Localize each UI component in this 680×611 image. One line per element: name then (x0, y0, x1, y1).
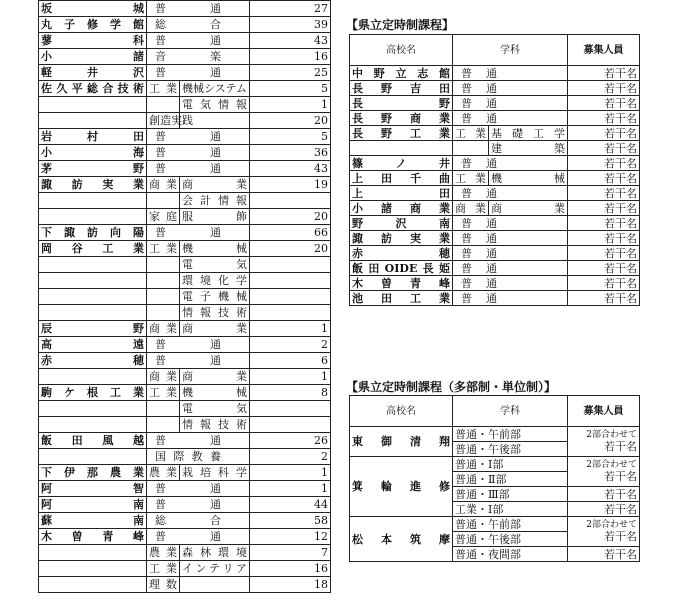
course-type (147, 273, 180, 289)
school-name: 辰野 (39, 321, 147, 337)
table-row (39, 577, 331, 593)
capacity: 若干名 (568, 261, 640, 276)
table-row (39, 529, 331, 545)
school-name: 佐久平総合技術 (39, 81, 147, 97)
capacity: 若干名 (568, 171, 640, 186)
course: 普通 (453, 81, 568, 96)
count: 20 (250, 209, 331, 225)
school-name: 長野 (350, 96, 453, 111)
school-name: 丸子修学館 (39, 17, 147, 33)
table-row (39, 161, 331, 177)
course-detail: 情報技術 (180, 417, 250, 433)
count: 20 (250, 241, 331, 257)
header-course: 学科 (453, 396, 568, 427)
school-name: 松本筑摩 (350, 517, 453, 562)
school-name (39, 369, 147, 385)
table-row (39, 465, 331, 481)
table-row (39, 433, 331, 449)
capacity: 若干名 (568, 216, 640, 231)
course: 普通 (453, 291, 568, 306)
table-row (39, 81, 331, 97)
course-type (147, 289, 180, 305)
school-name (39, 193, 147, 209)
course-detail: 機械 (489, 171, 568, 186)
course-detail: 会計情報 (180, 193, 250, 209)
course-type: 理数 (147, 577, 180, 593)
school-name (39, 209, 147, 225)
table-row (39, 401, 331, 417)
count: 66 (250, 225, 331, 241)
left-enrollment-table (38, 0, 331, 593)
school-name (39, 449, 147, 465)
school-name: 木曽青峰 (350, 276, 453, 291)
count: 6 (250, 353, 331, 369)
count: 1 (250, 321, 331, 337)
table-row (350, 186, 640, 201)
count: 58 (250, 513, 331, 529)
course-detail: 機械システム (180, 81, 250, 97)
table-row (39, 353, 331, 369)
school-name: 長野工業 (350, 126, 453, 141)
count: 1 (250, 465, 331, 481)
course-detail: 基礎工学 (489, 126, 568, 141)
school-name (39, 545, 147, 561)
count: 44 (250, 497, 331, 513)
course: 普通・午前部 (453, 427, 568, 442)
school-name: 諏訪実業 (39, 177, 147, 193)
course-type: 工業 (453, 171, 489, 186)
course: 総合 (147, 513, 250, 529)
course-detail: 服飾 (180, 209, 250, 225)
count (250, 193, 331, 209)
course-type: 創造実践 (147, 113, 180, 129)
school-name: 高遠 (39, 337, 147, 353)
school-name: 上田 (350, 186, 453, 201)
school-name: 長野商業 (350, 111, 453, 126)
school-name (39, 97, 147, 113)
table-row (39, 65, 331, 81)
table-row (39, 337, 331, 353)
capacity-cell (568, 427, 640, 457)
table-row (39, 545, 331, 561)
table-row (39, 145, 331, 161)
count: 5 (250, 129, 331, 145)
course: 国際教養 (147, 449, 250, 465)
school-name: 赤穂 (39, 353, 147, 369)
course-type: 商業 (453, 201, 489, 216)
table-row (350, 291, 640, 306)
count: 39 (250, 17, 331, 33)
table-row (39, 417, 331, 433)
course-detail: 機械 (180, 385, 250, 401)
count: 43 (250, 33, 331, 49)
course: 普通 (147, 353, 250, 369)
course: 普通 (453, 186, 568, 201)
course-type: 農業 (147, 545, 180, 561)
school-name: 箕輪進修 (350, 457, 453, 517)
count: 20 (250, 113, 331, 129)
count (250, 257, 331, 273)
table-row (39, 497, 331, 513)
course-detail (180, 577, 250, 593)
capacity: 若干名 (568, 291, 640, 306)
table-row (39, 513, 331, 529)
course-type (147, 305, 180, 321)
table-row (39, 113, 331, 129)
count: 43 (250, 161, 331, 177)
tabu-title: 【県立定時制課程（多部制・単位制）】 (346, 380, 557, 394)
course: 普通・Ⅲ部 (453, 487, 568, 502)
school-name (39, 289, 147, 305)
course: 普通 (147, 1, 250, 17)
school-name: 東御清翔 (350, 427, 453, 457)
count: 25 (250, 65, 331, 81)
table-row (350, 216, 640, 231)
course-type (147, 97, 180, 113)
course-type: 家庭 (147, 209, 180, 225)
capacity: 若干名 (568, 156, 640, 171)
table-row (350, 111, 640, 126)
course-type: 工業 (147, 561, 180, 577)
course: 工業・Ⅰ部 (453, 502, 568, 517)
course: 普通 (147, 337, 250, 353)
school-name: 中野立志館 (350, 66, 453, 81)
table-row (39, 177, 331, 193)
count: 7 (250, 545, 331, 561)
table-row (39, 257, 331, 273)
table-row (39, 1, 331, 17)
table-row (39, 129, 331, 145)
course: 普通 (147, 161, 250, 177)
school-name: 蘇南 (39, 513, 147, 529)
capacity: 若干名 (568, 246, 640, 261)
count (250, 417, 331, 433)
course: 普通 (147, 145, 250, 161)
header-school: 高校名 (350, 35, 453, 66)
course: 普通 (453, 111, 568, 126)
school-name: 飯田風越 (39, 433, 147, 449)
table-row (39, 273, 331, 289)
course: 普通 (147, 481, 250, 497)
course-detail: 電気 (180, 401, 250, 417)
count: 18 (250, 577, 331, 593)
table-row (39, 33, 331, 49)
table-row (39, 385, 331, 401)
count: 1 (250, 369, 331, 385)
course: 普通・Ⅰ部 (453, 457, 568, 472)
count: 36 (250, 145, 331, 161)
count: 2 (250, 449, 331, 465)
table-row (350, 517, 640, 532)
count (250, 273, 331, 289)
table-row (350, 231, 640, 246)
course: 普通 (147, 33, 250, 49)
count (250, 289, 331, 305)
school-name (350, 141, 453, 156)
school-name: 池田工業 (350, 291, 453, 306)
table-row (39, 289, 331, 305)
table-row (39, 97, 331, 113)
course: 普通 (453, 261, 568, 276)
course: 普通 (453, 156, 568, 171)
school-name (39, 273, 147, 289)
course: 普通・Ⅱ部 (453, 472, 568, 487)
count: 19 (250, 177, 331, 193)
capacity: 若干名 (568, 66, 640, 81)
capacity-value: 若干名 (604, 470, 637, 483)
course-type: 農業 (147, 465, 180, 481)
count: 27 (250, 1, 331, 17)
course-detail: 商業 (180, 177, 250, 193)
header-school: 高校名 (350, 396, 453, 427)
school-name: 阿南 (39, 497, 147, 513)
table-row (39, 49, 331, 65)
school-name (39, 113, 147, 129)
header-capacity: 募集人員 (568, 396, 640, 427)
table-row (350, 156, 640, 171)
school-name: 岡谷工業 (39, 241, 147, 257)
table-row (350, 201, 640, 216)
school-name: 阿智 (39, 481, 147, 497)
capacity: 若干名 (568, 96, 640, 111)
capacity: 若干名 (568, 186, 640, 201)
course-type (147, 417, 180, 433)
course: 普通 (453, 96, 568, 111)
school-name: 小海 (39, 145, 147, 161)
school-name: 上田千曲 (350, 171, 453, 186)
course-detail: 電気 (180, 257, 250, 273)
school-name (39, 305, 147, 321)
capacity-cell (568, 517, 640, 547)
course-type: 工業 (147, 81, 180, 97)
course-type: 商業 (147, 177, 180, 193)
school-name (39, 417, 147, 433)
course-type (147, 401, 180, 417)
course: 普通 (453, 231, 568, 246)
table-row (350, 141, 640, 156)
course: 音楽 (147, 49, 250, 65)
school-name (39, 561, 147, 577)
teiji-title: 【県立定時制課程】 (346, 18, 455, 32)
count: 16 (250, 561, 331, 577)
course-type: 商業 (147, 321, 180, 337)
table-row (39, 193, 331, 209)
table-row (350, 457, 640, 472)
course-detail: 建築 (489, 141, 568, 156)
course-type (147, 257, 180, 273)
capacity-note: 2部合わせて (586, 520, 637, 530)
school-name (39, 577, 147, 593)
table-row (350, 246, 640, 261)
count: 12 (250, 529, 331, 545)
table-row (39, 369, 331, 385)
capacity-value: 若干名 (604, 440, 637, 453)
course: 普通 (453, 66, 568, 81)
table-row (350, 171, 640, 186)
table-row (39, 225, 331, 241)
table-row (350, 261, 640, 276)
table-row (39, 321, 331, 337)
header-capacity: 募集人員 (568, 35, 640, 66)
table-row (350, 276, 640, 291)
school-name: 蓼科 (39, 33, 147, 49)
capacity-note: 2部合わせて (586, 430, 637, 440)
table-row (39, 481, 331, 497)
count: 5 (250, 81, 331, 97)
count (250, 305, 331, 321)
course: 普通 (453, 246, 568, 261)
school-name (39, 401, 147, 417)
table-row (39, 561, 331, 577)
course-type: 工業 (453, 126, 489, 141)
course: 普通 (453, 216, 568, 231)
course: 普通 (147, 225, 250, 241)
course: 普通 (147, 433, 250, 449)
count: 1 (250, 97, 331, 113)
table-row (39, 241, 331, 257)
school-name: 下諏訪向陽 (39, 225, 147, 241)
capacity-value: 若干名 (604, 530, 637, 543)
course: 普通 (147, 65, 250, 81)
school-name: 諏訪実業 (350, 231, 453, 246)
school-name: 坂城 (39, 1, 147, 17)
school-name: 木曽青峰 (39, 529, 147, 545)
course-detail: 環境化学 (180, 273, 250, 289)
course-type (147, 193, 180, 209)
course: 普通 (147, 129, 250, 145)
school-name (39, 257, 147, 273)
capacity-note: 2部合わせて (586, 460, 637, 470)
capacity-value: 若干名 (568, 547, 640, 562)
count (250, 401, 331, 417)
course-detail: インテリア (180, 561, 250, 577)
course-type: 工業 (147, 385, 180, 401)
school-name: 軽井沢 (39, 65, 147, 81)
teiji-table (349, 34, 640, 306)
course: 総合 (147, 17, 250, 33)
school-name: 駒ケ根工業 (39, 385, 147, 401)
course-detail: 商業 (489, 201, 568, 216)
count: 8 (250, 385, 331, 401)
header-course: 学科 (453, 35, 568, 66)
capacity: 若干名 (568, 276, 640, 291)
table-row (350, 96, 640, 111)
capacity-cell (568, 457, 640, 487)
school-name: 小諸 (39, 49, 147, 65)
capacity: 若干名 (568, 126, 640, 141)
table-row (39, 449, 331, 465)
school-name: 長野吉田 (350, 81, 453, 96)
course-detail: 栽培科学 (180, 465, 250, 481)
table-row (350, 126, 640, 141)
course-detail: 機械 (180, 241, 250, 257)
course-detail: 情報技術 (180, 305, 250, 321)
school-name: 岩村田 (39, 129, 147, 145)
school-name: 篠ノ井 (350, 156, 453, 171)
course: 普通 (453, 276, 568, 291)
course: 普通・夜間部 (453, 547, 568, 562)
course-detail: 商業 (180, 321, 250, 337)
school-name: 茅野 (39, 161, 147, 177)
course-type (453, 141, 489, 156)
course-detail: 電気情報 (180, 97, 250, 113)
table-row (350, 427, 640, 442)
course: 普通・午後部 (453, 442, 568, 457)
capacity: 若干名 (568, 201, 640, 216)
count: 1 (250, 481, 331, 497)
school-name: 赤穂 (350, 246, 453, 261)
course: 普通 (147, 529, 250, 545)
course-detail: 商業 (180, 369, 250, 385)
school-name: 野沢南 (350, 216, 453, 231)
course: 普通・午後部 (453, 532, 568, 547)
capacity: 若干名 (568, 111, 640, 126)
school-name: 下伊那農業 (39, 465, 147, 481)
table-row (39, 17, 331, 33)
tabu-table (349, 395, 640, 562)
course-detail: 森林環境 (180, 545, 250, 561)
capacity: 若干名 (568, 231, 640, 246)
table-row (350, 81, 640, 96)
course-type: 商業 (147, 369, 180, 385)
course-type: 工業 (147, 241, 180, 257)
count: 16 (250, 49, 331, 65)
table-row (39, 209, 331, 225)
capacity: 若干名 (568, 141, 640, 156)
school-name: 小諸商業 (350, 201, 453, 216)
capacity: 若干名 (568, 81, 640, 96)
count: 2 (250, 337, 331, 353)
course-detail: 電子機械 (180, 289, 250, 305)
capacity-value: 若干名 (568, 487, 640, 502)
course: 普通・午前部 (453, 517, 568, 532)
course: 普通 (147, 497, 250, 513)
table-row (39, 305, 331, 321)
count: 26 (250, 433, 331, 449)
table-row (350, 66, 640, 81)
capacity-value: 若干名 (568, 502, 640, 517)
school-name: 飯田OIDE長姫 (350, 261, 453, 276)
